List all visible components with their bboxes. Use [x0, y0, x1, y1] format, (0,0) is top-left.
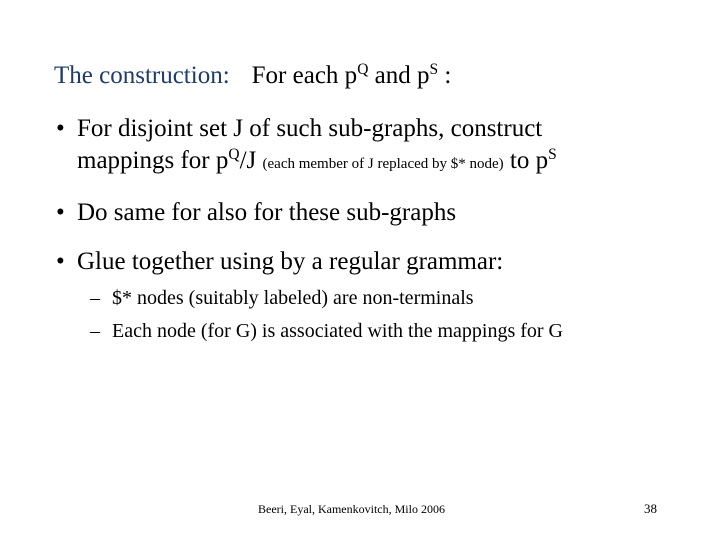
title-text-2: and p	[368, 62, 430, 89]
slide-title	[54, 60, 451, 95]
footer-credit: Beeri, Eyal, Kamenkovitch, Milo 2006	[258, 502, 445, 516]
sub-bullet-2-text: Each node (for G) is associated with the mappings for G	[112, 320, 563, 342]
bullet-1-line-1: For disjoint set J of such sub-graphs, construct	[77, 115, 543, 142]
line-2-sup-s: S	[548, 146, 557, 164]
page-number: 38	[644, 501, 657, 516]
line-2-text-c: to p	[503, 147, 549, 174]
title-lead: The construction:	[54, 62, 230, 89]
line-2-note: (each member of J replaced by $* node)	[262, 156, 504, 172]
sub-bullet-marker: –	[90, 320, 100, 342]
bullet-1-line-2	[77, 144, 557, 181]
bullet-2-text: Do same for also for these sub-graphs	[77, 199, 457, 226]
sub-bullet-1-text: $* nodes (suitably labeled) are non-terminals	[112, 287, 474, 309]
title-text-1: For each p	[251, 62, 358, 89]
bullet-marker: •	[56, 248, 65, 275]
sub-bullet-marker: –	[90, 287, 100, 309]
line-2-text-a: mappings for p	[77, 147, 229, 174]
title-sup-s: S	[429, 61, 439, 79]
title-text-3: :	[438, 62, 452, 89]
line-2-text-b: /J	[239, 147, 263, 174]
title-sup-q: Q	[357, 61, 369, 79]
bullet-marker: •	[56, 115, 65, 142]
bullet-3-text: Glue together using by a regular grammar:	[77, 248, 504, 275]
line-2-sup-q: Q	[228, 146, 240, 164]
bullet-marker: •	[56, 199, 65, 226]
